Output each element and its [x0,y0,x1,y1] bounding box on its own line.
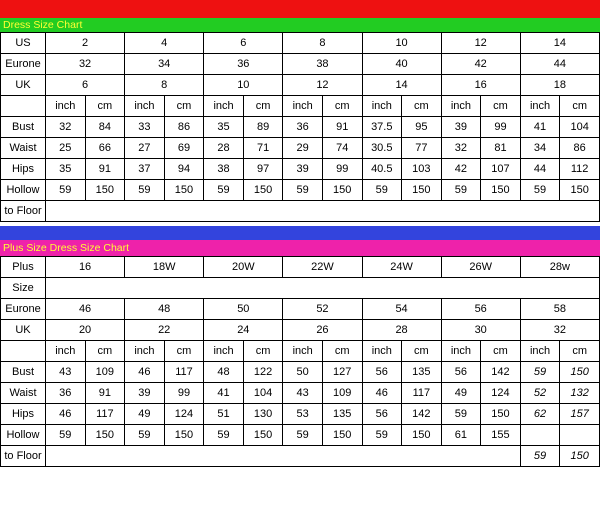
table-row [1,362,600,383]
cell: 59 [362,180,402,201]
cell-empty [46,201,600,222]
cell: 107 [481,159,521,180]
cell: 127 [322,362,362,383]
row-label-hips: Hips [1,159,46,180]
cell: 12 [283,75,362,96]
cell: 59 [125,180,165,201]
unit-cell: cm [85,96,125,117]
cell: 26 [283,320,362,341]
cell: 50 [204,299,283,320]
unit-cell: cm [164,341,204,362]
row-label-units [1,96,46,117]
cell: 135 [322,404,362,425]
cell: 39 [125,383,165,404]
cell: 150 [560,362,600,383]
row-label-eurone: Eurone [1,54,46,75]
cell: 32 [46,117,86,138]
cell: 30 [441,320,520,341]
unit-cell: inch [125,341,165,362]
cell: 40 [362,54,441,75]
unit-cell: cm [243,341,283,362]
cell: 28 [362,320,441,341]
cell: 39 [441,117,481,138]
cell: 71 [243,138,283,159]
cell: 52 [520,383,560,404]
unit-cell: inch [125,96,165,117]
unit-cell: inch [283,96,323,117]
plus-blue-band [0,226,600,240]
cell: 35 [204,117,244,138]
cell: 155 [481,425,521,446]
unit-cell: cm [402,96,442,117]
cell: 132 [560,383,600,404]
cell: 150 [243,425,283,446]
cell: 46 [46,299,125,320]
cell: 22W [283,257,362,278]
cell: 26W [441,257,520,278]
cell: 150 [85,180,125,201]
cell: 16 [441,75,520,96]
cell: 41 [520,117,560,138]
row-label-eurone-plus: Eurone [1,299,46,320]
cell: 59 [204,180,244,201]
cell: 6 [46,75,125,96]
unit-cell: inch [520,341,560,362]
cell: 103 [402,159,442,180]
cell: 59 [283,180,323,201]
cell: 8 [125,75,204,96]
unit-cell: inch [46,96,86,117]
cell: 2 [46,33,125,54]
unit-cell: inch [362,96,402,117]
cell: 56 [362,362,402,383]
bottom-spacer [0,467,600,477]
row-label-us: US [1,33,46,54]
cell: 59 [125,425,165,446]
cell: 59 [520,446,560,467]
dress-chart-title: Dress Size Chart [3,19,83,31]
table-row [1,33,600,54]
table-row [1,54,600,75]
dress-chart-title-band [0,18,600,32]
cell: 59 [520,180,560,201]
cell: 53 [283,404,323,425]
cell: 150 [322,180,362,201]
cell: 91 [322,117,362,138]
cell: 20W [204,257,283,278]
cell: 46 [46,404,86,425]
cell-empty [46,278,600,299]
cell: 34 [520,138,560,159]
cell: 117 [402,383,442,404]
cell: 58 [520,299,599,320]
row-label-bust: Bust [1,117,46,138]
table-row [1,446,600,467]
row-label-uk-plus: UK [1,320,46,341]
row-label-bust-plus: Bust [1,362,46,383]
row-label-units-plus [1,341,46,362]
table-row [1,404,600,425]
cell: 24W [362,257,441,278]
cell: 35 [46,159,86,180]
cell-empty [520,425,560,446]
cell: 36 [283,117,323,138]
cell: 150 [243,180,283,201]
row-label-plus: Plus [1,257,46,278]
unit-cell: inch [362,341,402,362]
cell-empty [46,446,521,467]
table-row [1,383,600,404]
cell: 43 [283,383,323,404]
table-row-units [1,341,600,362]
cell: 32 [46,54,125,75]
cell: 28 [204,138,244,159]
cell: 91 [85,383,125,404]
cell: 142 [481,362,521,383]
unit-cell: cm [481,96,521,117]
table-row [1,299,600,320]
cell: 49 [125,404,165,425]
plus-chart-title: Plus Size Dress Size Chart [3,242,130,254]
cell: 150 [322,425,362,446]
cell-empty [560,425,600,446]
cell: 32 [441,138,481,159]
table-row [1,320,600,341]
cell: 22 [125,320,204,341]
cell: 52 [283,299,362,320]
unit-cell: inch [520,96,560,117]
cell: 8 [283,33,362,54]
cell: 37.5 [362,117,402,138]
cell: 46 [125,362,165,383]
unit-cell: inch [204,341,244,362]
cell: 130 [243,404,283,425]
cell: 99 [322,159,362,180]
row-label-plus-size: Size [1,278,46,299]
row-label-uk: UK [1,75,46,96]
cell: 20 [46,320,125,341]
cell: 51 [204,404,244,425]
cell: 14 [362,75,441,96]
cell: 41 [204,383,244,404]
cell: 4 [125,33,204,54]
cell: 56 [441,299,520,320]
row-label-hollow: Hollow [1,180,46,201]
cell: 99 [164,383,204,404]
cell: 59 [441,180,481,201]
cell: 117 [85,404,125,425]
unit-cell: cm [322,341,362,362]
cell: 109 [322,383,362,404]
cell: 86 [560,138,600,159]
cell: 27 [125,138,165,159]
cell: 104 [243,383,283,404]
row-label-hollow-plus: Hollow [1,425,46,446]
cell: 150 [402,180,442,201]
cell: 38 [283,54,362,75]
cell: 40.5 [362,159,402,180]
cell: 150 [560,180,600,201]
cell: 104 [560,117,600,138]
cell: 12 [441,33,520,54]
cell: 38 [204,159,244,180]
unit-cell: cm [85,341,125,362]
cell: 54 [362,299,441,320]
cell: 33 [125,117,165,138]
cell: 48 [125,299,204,320]
table-row [1,138,600,159]
cell: 48 [204,362,244,383]
cell: 24 [204,320,283,341]
row-label-waist: Waist [1,138,46,159]
row-label-to-floor-plus: to Floor [1,446,46,467]
unit-cell: inch [46,341,86,362]
unit-cell: inch [204,96,244,117]
table-row [1,257,600,278]
cell: 49 [441,383,481,404]
cell: 44 [520,54,599,75]
cell: 122 [243,362,283,383]
cell: 91 [85,159,125,180]
cell: 150 [85,425,125,446]
cell: 97 [243,159,283,180]
cell: 84 [85,117,125,138]
cell: 112 [560,159,600,180]
cell: 62 [520,404,560,425]
cell: 16 [46,257,125,278]
cell: 150 [164,425,204,446]
row-label-hips-plus: Hips [1,404,46,425]
cell: 109 [85,362,125,383]
cell: 61 [441,425,481,446]
cell: 56 [362,404,402,425]
cell: 59 [520,362,560,383]
cell: 29 [283,138,323,159]
cell: 66 [85,138,125,159]
plus-chart-title-band [0,240,600,256]
cell: 59 [46,180,86,201]
cell: 86 [164,117,204,138]
cell: 74 [322,138,362,159]
cell: 18 [520,75,599,96]
cell: 34 [125,54,204,75]
cell: 95 [402,117,442,138]
cell: 124 [481,383,521,404]
cell: 36 [46,383,86,404]
cell: 42 [441,159,481,180]
cell: 150 [164,180,204,201]
dress-size-table [0,32,600,222]
table-row [1,425,600,446]
unit-cell: inch [283,341,323,362]
cell: 42 [441,54,520,75]
cell: 142 [402,404,442,425]
table-row [1,117,600,138]
plus-size-table [0,256,600,467]
cell: 59 [362,425,402,446]
row-label-waist-plus: Waist [1,383,46,404]
cell: 37 [125,159,165,180]
cell: 36 [204,54,283,75]
cell: 6 [204,33,283,54]
table-row [1,201,600,222]
cell: 99 [481,117,521,138]
table-row [1,159,600,180]
table-row-units [1,96,600,117]
cell: 150 [402,425,442,446]
unit-cell: cm [560,341,600,362]
cell: 10 [362,33,441,54]
cell: 150 [560,446,600,467]
unit-cell: cm [402,341,442,362]
cell: 59 [204,425,244,446]
unit-cell: inch [441,96,481,117]
cell: 10 [204,75,283,96]
table-row [1,180,600,201]
cell: 14 [520,33,599,54]
unit-cell: inch [441,341,481,362]
row-label-to-floor: to Floor [1,201,46,222]
cell: 32 [520,320,599,341]
cell: 124 [164,404,204,425]
cell: 25 [46,138,86,159]
table-row [1,278,600,299]
cell: 46 [362,383,402,404]
cell: 59 [283,425,323,446]
cell: 69 [164,138,204,159]
cell: 50 [283,362,323,383]
cell: 77 [402,138,442,159]
unit-cell: cm [560,96,600,117]
cell: 28w [520,257,599,278]
cell: 81 [481,138,521,159]
cell: 157 [560,404,600,425]
unit-cell: cm [164,96,204,117]
table-row [1,75,600,96]
cell: 135 [402,362,442,383]
unit-cell: cm [243,96,283,117]
cell: 43 [46,362,86,383]
cell: 94 [164,159,204,180]
cell: 18W [125,257,204,278]
cell: 30.5 [362,138,402,159]
cell: 39 [283,159,323,180]
cell: 150 [481,404,521,425]
cell: 44 [520,159,560,180]
cell: 59 [441,404,481,425]
cell: 59 [46,425,86,446]
cell: 89 [243,117,283,138]
cell: 150 [481,180,521,201]
cell: 56 [441,362,481,383]
top-red-band [0,0,600,18]
cell: 117 [164,362,204,383]
unit-cell: cm [322,96,362,117]
unit-cell: cm [481,341,521,362]
